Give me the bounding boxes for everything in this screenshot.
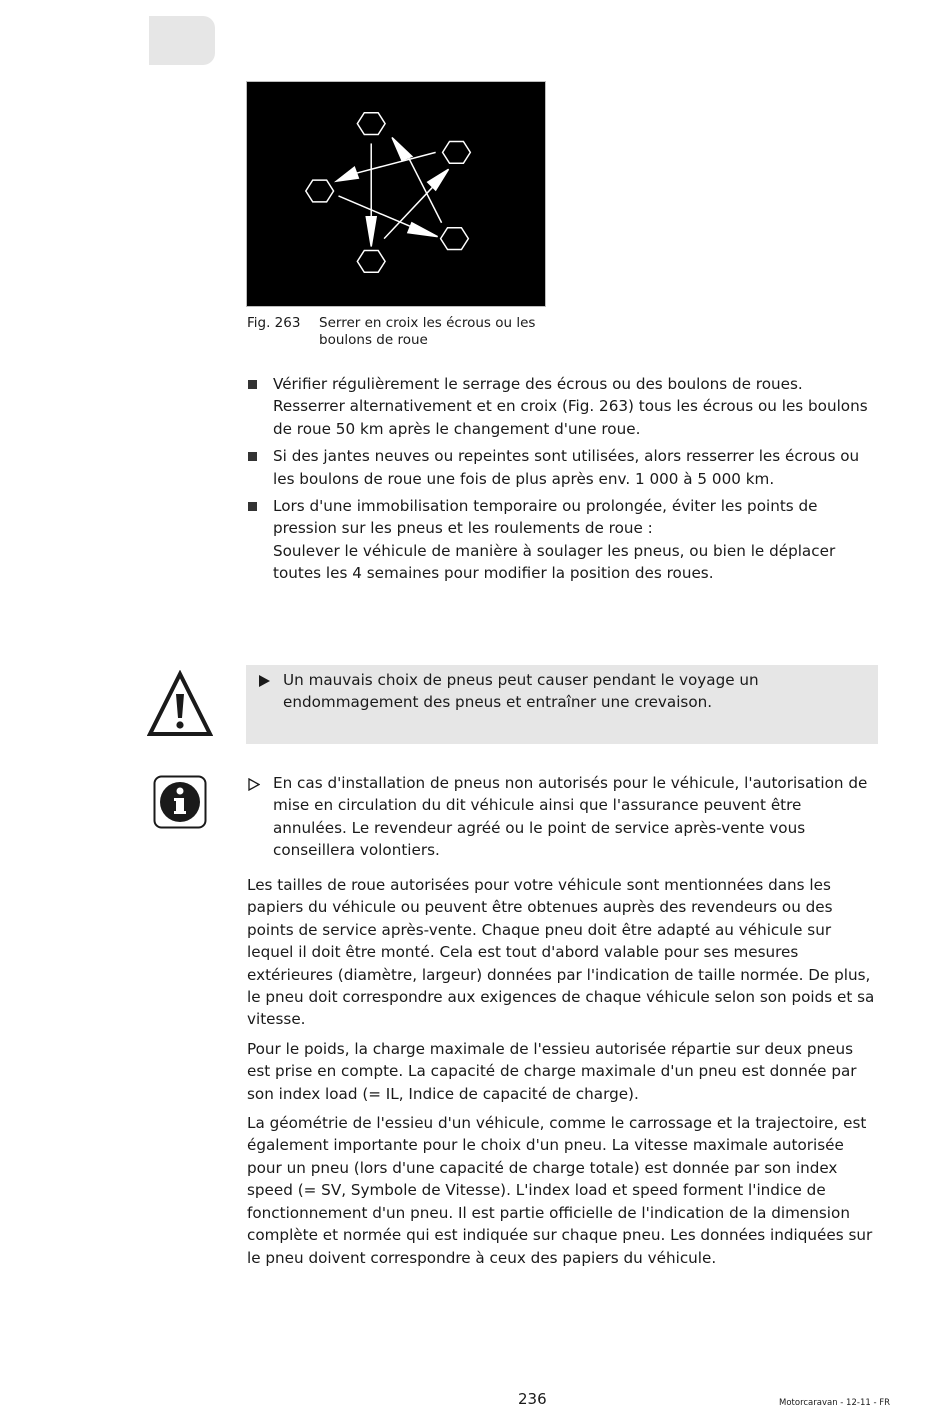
list-item-text: Si des jantes neuves ou repeintes sont utilisées, alors resserrer les écrous ou les boulons de roue une fois de plus après env. 1 000 à 5 000 km. — [273, 447, 860, 488]
list-item-text: Vérifier régulièrement le serrage des écrous ou des boulons de roues. Resserrer alternativement et en croix (Fig. 263) tous les écrous ou les boulons de roue 50 km après le changement d'une roue. — [273, 375, 868, 438]
nut-left — [306, 180, 334, 202]
paragraph: Pour le poids, la charge maximale de l'essieu autorisée répartie sur deux pneus est prise en compte. La capacité de charge maximale d'un pneu est donnée par son index load (= IL, Indice de capacité de charge). — [247, 1039, 857, 1103]
square-bullet-icon — [248, 502, 257, 511]
page-number: 236 — [518, 1390, 547, 1408]
nut-top — [357, 113, 385, 135]
list-item — [247, 445, 879, 490]
arrow-right-icon — [259, 675, 270, 687]
nut-upper-right — [443, 141, 471, 163]
bullet-list — [247, 373, 879, 590]
note-text: En cas d'installation de pneus non autorisés pour le véhicule, l'autorisation de mise en circulation du dit véhicule ainsi que l'assurance peuvent être annulées. Le revendeur agréé ou le point de service après-vente vous conseillera volontiers. — [273, 774, 868, 860]
figure-number: Fig. 263 — [247, 315, 301, 331]
footer-text: Motorcaravan - 12-11 - FR — [779, 1398, 891, 1408]
paragraph: La géométrie de l'essieu d'un véhicule, comme le carrossage et la trajectoire, est également importante pour le choix d'un pneu. La vitesse maximale autorisée pour un pneu (lors d'une capacité de charge totale) est donnée par son index speed (= SV, Symbole de Vitesse). L'index load et speed forment l'indice de fonctionnement d'un pneu. Il est partie officielle de l'indication de la dimension complète et normée qui est indiquée sur chaque pneu. Les données indiquées sur le pneu doivent correspondre à ceux des papiers du véhicule. — [247, 1114, 873, 1267]
square-bullet-icon — [248, 452, 257, 461]
chapter-tab — [149, 16, 215, 65]
nut-bottom — [357, 250, 385, 272]
wheel-nut-diagram — [246, 81, 546, 307]
info-icon — [153, 775, 207, 829]
square-bullet-icon — [248, 380, 257, 389]
warning-box — [246, 665, 878, 744]
nut-lower-right — [441, 228, 469, 250]
list-item-text-continued: Soulever le véhicule de manière à soulager les pneus, ou bien le déplacer toutes les 4 semaines pour modifier la position des roues. — [273, 541, 836, 583]
paragraph: Les tailles de roue autorisées pour votre véhicule sont mentionnées dans les papiers du véhicule ou peuvent être obtenues auprès des revendeurs ou des points de service après-vente. Chaque pneu doit être adapté au véhicule sur lequel il doit être monté. Cela est tout d'abord valable pour ses mesures extérieures (diamètre, largeur) données par l'indication de taille normée. De plus, le pneu doit correspondre aux exigences de chaque véhicule selon son poids et sa vitesse. — [247, 876, 875, 1029]
warning-text: Un mauvais choix de pneus peut causer pendant le voyage un endommagement des pneus et entraîner une crevaison. — [283, 671, 759, 712]
warning-triangle-icon — [147, 670, 213, 737]
note-block — [247, 772, 879, 862]
outline-arrow-icon — [248, 778, 260, 791]
list-item — [247, 373, 879, 440]
list-item — [247, 495, 879, 585]
star-tightening-pattern-icon — [247, 82, 545, 306]
list-item-text: Lors d'une immobilisation temporaire ou prolongée, éviter les points de pression sur les pneus et les roulements de roue : — [273, 497, 818, 538]
body-text — [247, 874, 879, 1276]
figure-caption-text: Serrer en croix les écrous ou les boulons de roue — [319, 315, 536, 348]
